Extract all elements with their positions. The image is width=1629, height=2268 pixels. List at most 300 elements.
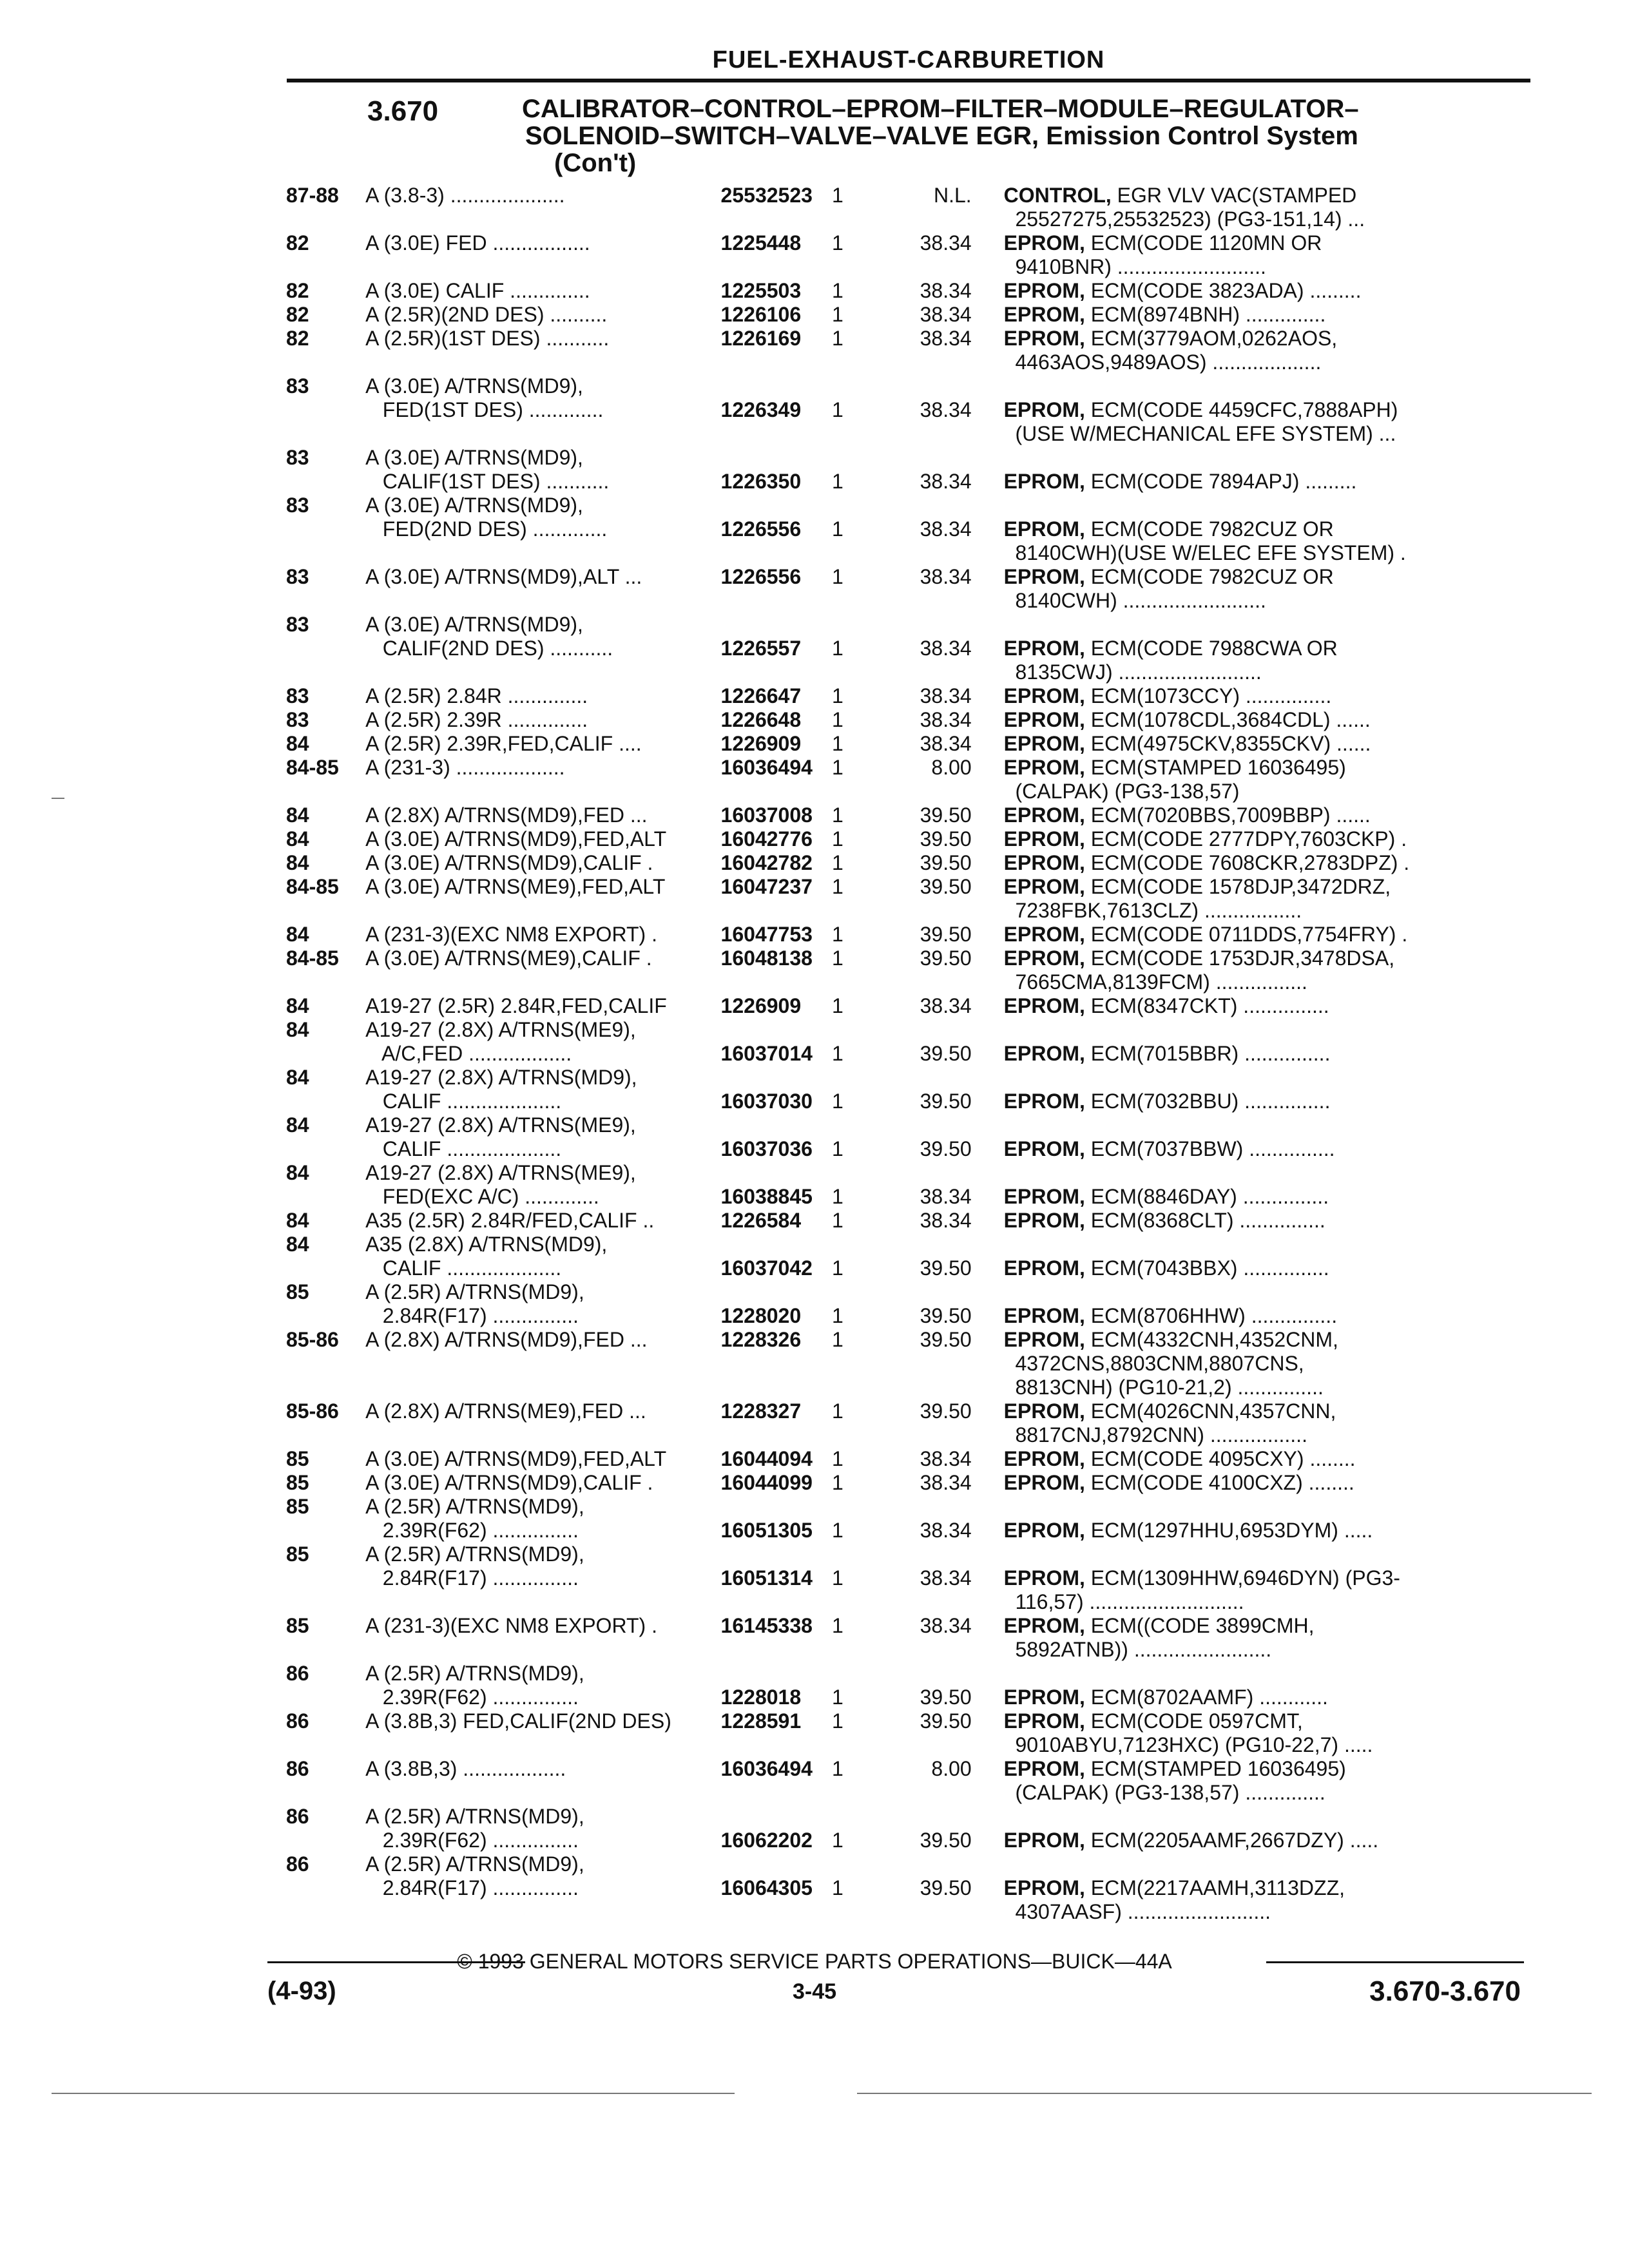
application: A (2.5R) A/TRNS(MD9), [365,1542,584,1566]
price [883,1852,1004,1876]
model-year: 84 [286,1113,309,1137]
footer-date: (4-93) [267,1977,336,2005]
application: A19-27 (2.5R) 2.84R,FED,CALIF [365,994,667,1017]
table-row [284,1137,1530,1161]
part-number: 16037042 [720,1256,813,1280]
part-number [721,446,825,470]
price: 39.50 [920,851,972,874]
table-row [284,422,1530,446]
price: 39.50 [920,1304,972,1327]
price [883,1542,1004,1566]
part-number [721,494,825,517]
part-name-text: ECM(4026CNN,4357CNN, [1084,1399,1336,1423]
part-name [1004,1781,1530,1805]
table-row [284,1781,1530,1805]
quantity: 1 [832,708,843,731]
part-name [1004,827,1530,851]
model-year [284,1686,365,1709]
part-name-text: ECM(CODE 4095CXY) ........ [1084,1447,1356,1470]
table-row [284,1090,1530,1113]
application: A (2.5R) A/TRNS(MD9), [365,1805,584,1828]
part-name-prefix: EPROM, [1003,517,1085,541]
application: CALIF .................... [365,1256,562,1280]
application: A (3.0E) A/TRNS(MD9),CALIF . [365,851,653,874]
part-name-prefix: EPROM, [1003,1829,1085,1852]
model-year [284,970,365,994]
quantity [825,1662,883,1686]
price: 38.34 [920,327,972,350]
table-row [284,1900,1530,1924]
part-name-text: ECM(CODE 7894APJ) ......... [1084,470,1357,493]
part-name [1004,1066,1530,1090]
table-row [284,565,1530,589]
table-row [284,780,1530,803]
quantity: 1 [832,231,843,255]
quantity [825,1900,883,1924]
quantity: 1 [832,1686,843,1709]
part-name-prefix: EPROM, [1003,1519,1085,1542]
part-name-text: ECM(CODE 1578DJP,3472DRZ, [1084,875,1391,898]
part-name [1004,1852,1530,1876]
part-name [1004,1519,1530,1542]
model-year [284,517,365,541]
part-number [721,1280,825,1304]
price: 38.34 [920,994,972,1017]
part-name-prefix: EPROM, [1003,1876,1085,1899]
model-year [284,660,365,684]
part-name-text: 7238FBK,7613CLZ) ................. [1003,899,1302,922]
quantity: 1 [832,1185,843,1208]
application: A (2.8X) A/TRNS(MD9),FED ... [365,803,648,827]
price: 38.34 [920,637,972,660]
part-name-prefix: EPROM, [1003,756,1085,779]
application [365,1638,720,1662]
price: 38.34 [920,684,972,707]
price [883,1233,1004,1256]
part-name [1004,327,1530,351]
part-name [1004,565,1530,589]
part-name-prefix: EPROM, [1003,1304,1085,1327]
quantity: 1 [832,1709,843,1733]
part-name-text: ECM(8347CKT) ............... [1084,994,1329,1017]
part-number: 16037036 [720,1137,813,1160]
part-name [1004,446,1530,470]
model-year: 82 [286,327,309,350]
part-number [721,1066,825,1090]
model-year [284,398,365,422]
part-name-text: ECM(4332CNH,4352CNM, [1084,1328,1338,1351]
part-number [721,660,825,684]
part-name [1004,1376,1530,1399]
price [883,1066,1004,1090]
part-number: 16145338 [720,1614,813,1637]
model-year [284,899,365,923]
part-number: 1226909 [720,732,802,755]
part-number: 1226647 [720,684,802,707]
table-row [284,446,1530,470]
header-rule [287,79,1530,82]
quantity [825,1352,883,1376]
table-row [284,327,1530,351]
part-name-text: ECM(CODE 7608CKR,2783DPZ) . [1084,851,1410,874]
part-name [1004,1042,1530,1066]
application: A (3.0E) A/TRNS(MD9), [365,446,583,469]
table-row [284,684,1530,708]
quantity: 1 [832,303,843,326]
part-name-prefix: EPROM, [1003,327,1085,350]
part-name [1004,1137,1530,1161]
table-row [284,1542,1530,1566]
scan-mark [52,798,64,799]
quantity [825,541,883,565]
section-title-line1: CALIBRATOR–CONTROL–EPROM–FILTER–MODULE–REGULATOR– [522,95,1359,123]
part-number: 1226169 [720,327,802,350]
part-name-text: 116,57) ........................... [1003,1590,1244,1613]
part-name-prefix: EPROM, [1003,1399,1085,1423]
price [883,207,1004,231]
quantity: 1 [832,565,843,588]
application: A19-27 (2.8X) A/TRNS(ME9), [365,1018,636,1041]
table-row [284,1066,1530,1090]
part-name [1004,875,1530,899]
quantity [825,1113,883,1137]
price [883,1352,1004,1376]
quantity: 1 [832,756,843,779]
part-number: 1225503 [720,279,802,302]
table-row [284,1852,1530,1876]
application [365,422,720,446]
part-name [1004,303,1530,327]
price: 39.50 [920,803,972,827]
table-row [284,1757,1530,1781]
part-number: 1225448 [720,231,802,255]
model-year: 86 [286,1709,309,1733]
part-name [1004,756,1530,780]
model-year [284,470,365,494]
price [883,1733,1004,1757]
part-name [1004,1352,1530,1376]
part-number: 16037030 [720,1090,813,1113]
part-number [721,255,825,279]
model-year [284,422,365,446]
price [883,446,1004,470]
part-name-text: ECM(STAMPED 16036495) [1084,1757,1346,1780]
quantity [825,207,883,231]
part-name-text: EGR VLV VAC(STAMPED [1111,184,1357,207]
model-year: 87-88 [286,184,339,207]
part-name-text: ECM(2217AAMH,3113DZZ, [1084,1876,1345,1899]
model-year [284,1781,365,1805]
part-name [1004,803,1530,827]
quantity: 1 [832,279,843,302]
part-number [721,1733,825,1757]
part-number [721,1018,825,1042]
model-year: 84 [286,1018,309,1041]
part-number [721,1900,825,1924]
table-row [284,732,1530,756]
part-name-text: ECM(CODE 7982CUZ OR [1084,517,1334,541]
part-name [1004,1805,1530,1829]
quantity: 1 [832,398,843,421]
application: A (2.5R) A/TRNS(MD9), [365,1662,584,1685]
application: A (3.0E) A/TRNS(MD9), [365,494,583,517]
application: CALIF .................... [365,1090,562,1113]
part-name-text: 5892ATNB)) ........................ [1003,1638,1272,1661]
part-name-text: ECM(7020BBS,7009BBP) ...... [1084,803,1371,827]
model-year: 82 [286,303,309,326]
table-row [284,1233,1530,1256]
table-row [284,1304,1530,1328]
part-name-text: ECM(CODE 4100CXZ) ........ [1084,1471,1354,1494]
part-name-text: ECM(8974BNH) .............. [1084,303,1326,326]
part-name-prefix: EPROM, [1003,565,1085,588]
part-number: 16044094 [720,1447,813,1470]
part-name-prefix: EPROM, [1003,1686,1085,1709]
table-row [284,374,1530,398]
scan-rule-left [52,2093,735,2094]
price [883,422,1004,446]
part-name [1004,374,1530,398]
quantity: 1 [832,1519,843,1542]
part-name-text: ECM(4975CKV,8355CKV) ...... [1084,732,1371,755]
application: A (2.5R) 2.84R .............. [365,684,588,707]
application: A (3.0E) A/TRNS(MD9), [365,613,583,636]
table-row [284,923,1530,947]
part-name [1004,851,1530,875]
part-name [1004,589,1530,613]
part-name-text: (CALPAK) (PG3-138,57) [1003,780,1240,803]
part-name-prefix: EPROM, [1003,398,1085,421]
part-number: 16064305 [720,1876,813,1899]
part-name-prefix: EPROM, [1003,1185,1085,1208]
model-year: 84-85 [286,875,339,898]
part-number [721,1852,825,1876]
part-name-text: ECM(CODE 7988CWA OR [1084,637,1338,660]
table-row [284,660,1530,684]
part-name [1004,1733,1530,1757]
table-row [284,1423,1530,1447]
part-name-text: 9410BNR) .......................... [1003,255,1266,278]
model-year [284,1566,365,1590]
application: 2.84R(F17) ............... [365,1304,579,1327]
application: A (3.8-3) .................... [365,184,565,207]
price [883,351,1004,374]
part-number: 16037008 [720,803,813,827]
application [365,1733,720,1757]
part-number [721,970,825,994]
application [365,780,720,803]
application [365,207,720,231]
quantity [825,374,883,398]
part-name-text: ECM(CODE 1120MN OR [1084,231,1322,255]
table-row [284,899,1530,923]
price [883,494,1004,517]
price [883,589,1004,613]
page-header: FUEL-EXHAUST-CARBURETION [712,46,1105,73]
application: A (3.0E) A/TRNS(MD9),FED,ALT [365,1447,667,1470]
model-year [284,1423,365,1447]
table-row [284,1352,1530,1376]
part-number: 16036494 [720,1757,813,1780]
model-year: 83 [286,684,309,707]
price: 38.34 [920,398,972,421]
part-name-prefix: EPROM, [1003,1256,1085,1280]
model-year: 86 [286,1852,309,1876]
part-name [1004,1638,1530,1662]
quantity: 1 [832,1209,843,1232]
price [883,970,1004,994]
price [883,374,1004,398]
part-name [1004,1090,1530,1113]
application: A (2.8X) A/TRNS(MD9),FED ... [365,1328,648,1351]
model-year: 82 [286,231,309,255]
footer-rule-right [1266,1961,1524,1963]
table-row [284,827,1530,851]
application: 2.39R(F62) ............... [365,1686,579,1709]
quantity [825,1781,883,1805]
model-year: 85 [286,1614,309,1637]
part-number [721,1805,825,1829]
price [883,780,1004,803]
model-year: 84 [286,803,309,827]
price [883,1590,1004,1614]
part-name-text: ECM(CODE 0597CMT, [1084,1709,1303,1733]
part-number: 16042782 [720,851,813,874]
part-name [1004,613,1530,637]
application: A19-27 (2.8X) A/TRNS(MD9), [365,1066,637,1089]
part-name-text: ECM(STAMPED 16036495) [1084,756,1346,779]
price: 38.34 [920,732,972,755]
quantity: 1 [832,732,843,755]
part-name-prefix: EPROM, [1003,1328,1085,1351]
model-year: 84 [286,827,309,850]
part-name [1004,732,1530,756]
part-name [1004,684,1530,708]
price: 38.34 [920,1447,972,1470]
quantity: 1 [832,470,843,493]
price: 38.34 [920,565,972,588]
part-number: 1226584 [720,1209,802,1232]
quantity: 1 [832,851,843,874]
application: A (3.0E) A/TRNS(MD9),FED,ALT [365,827,667,850]
model-year: 85 [286,1542,309,1566]
quantity: 1 [832,1090,843,1113]
model-year: 86 [286,1757,309,1780]
quantity [825,255,883,279]
price: 38.34 [920,1185,972,1208]
quantity: 1 [832,1137,843,1160]
price [883,1161,1004,1185]
part-number [721,780,825,803]
quantity: 1 [832,1447,843,1470]
table-row [284,851,1530,875]
price [883,899,1004,923]
quantity: 1 [832,327,843,350]
price [883,1376,1004,1399]
part-name-prefix: EPROM, [1003,1471,1085,1494]
part-name-prefix: EPROM, [1003,947,1085,970]
quantity: 1 [832,517,843,541]
quantity [825,780,883,803]
price: 39.50 [920,1829,972,1852]
footer-page-number: 3-45 [792,1979,837,2004]
model-year [284,780,365,803]
part-name-prefix: EPROM, [1003,470,1085,493]
model-year: 84 [286,1209,309,1232]
part-number: 1226556 [720,565,802,588]
model-year: 85 [286,1447,309,1470]
price [883,1423,1004,1447]
part-number: 16051314 [720,1566,813,1590]
part-name-prefix: EPROM, [1003,684,1085,707]
table-row [284,637,1530,660]
application [365,351,720,374]
part-number [721,1590,825,1614]
part-name [1004,184,1530,207]
part-name-text: 7665CMA,8139FCM) ................ [1003,970,1307,994]
part-name-text: 8135CWJ) ......................... [1003,660,1262,684]
quantity: 1 [832,1614,843,1637]
table-row [284,1042,1530,1066]
part-number: 16047237 [720,875,813,898]
part-name-text: ECM(1078CDL,3684CDL) ...... [1084,708,1371,731]
part-number [721,374,825,398]
model-year: 84 [286,1161,309,1184]
price: 39.50 [920,1042,972,1065]
part-number: 1226350 [720,470,802,493]
part-name-text: ECM(8846DAY) ............... [1084,1185,1329,1208]
quantity [825,1638,883,1662]
part-number: 16062202 [720,1829,813,1852]
price: N.L. [933,184,972,207]
model-year [284,541,365,565]
price: 39.50 [920,1090,972,1113]
part-number [721,589,825,613]
part-name-text: ECM(8706HHW) ............... [1084,1304,1338,1327]
table-row [284,207,1530,231]
quantity: 1 [832,875,843,898]
table-row [284,1399,1530,1423]
quantity [825,1423,883,1447]
quantity [825,1280,883,1304]
application: A (2.8X) A/TRNS(ME9),FED ... [365,1399,646,1423]
model-year [284,1733,365,1757]
model-year: 84 [286,732,309,755]
application: A (231-3)(EXC NM8 EXPORT) . [365,923,657,946]
application: CALIF .................... [365,1137,562,1160]
part-name-text: ECM((CODE 3899CMH, [1084,1614,1315,1637]
part-number [721,1376,825,1399]
part-name [1004,1256,1530,1280]
price [883,1280,1004,1304]
quantity: 1 [832,1042,843,1065]
part-name [1004,398,1530,422]
application: A (2.5R) A/TRNS(MD9), [365,1495,584,1518]
table-row [284,279,1530,303]
table-row [284,613,1530,637]
part-name-text: ECM(3779AOM,0262AOS, [1084,327,1338,350]
price [883,1781,1004,1805]
quantity: 1 [832,684,843,707]
application: A/C,FED .................. [365,1042,572,1065]
part-name-prefix: EPROM, [1003,303,1085,326]
quantity: 1 [832,1304,843,1327]
part-name [1004,660,1530,684]
part-name-text: ECM(1309HHW,6946DYN) (PG3- [1084,1566,1400,1590]
application: A (3.0E) A/TRNS(MD9),CALIF . [365,1471,653,1494]
part-number: 16038845 [720,1185,813,1208]
part-name-text: 8140CWH)(USE W/ELEC EFE SYSTEM) . [1003,541,1406,564]
